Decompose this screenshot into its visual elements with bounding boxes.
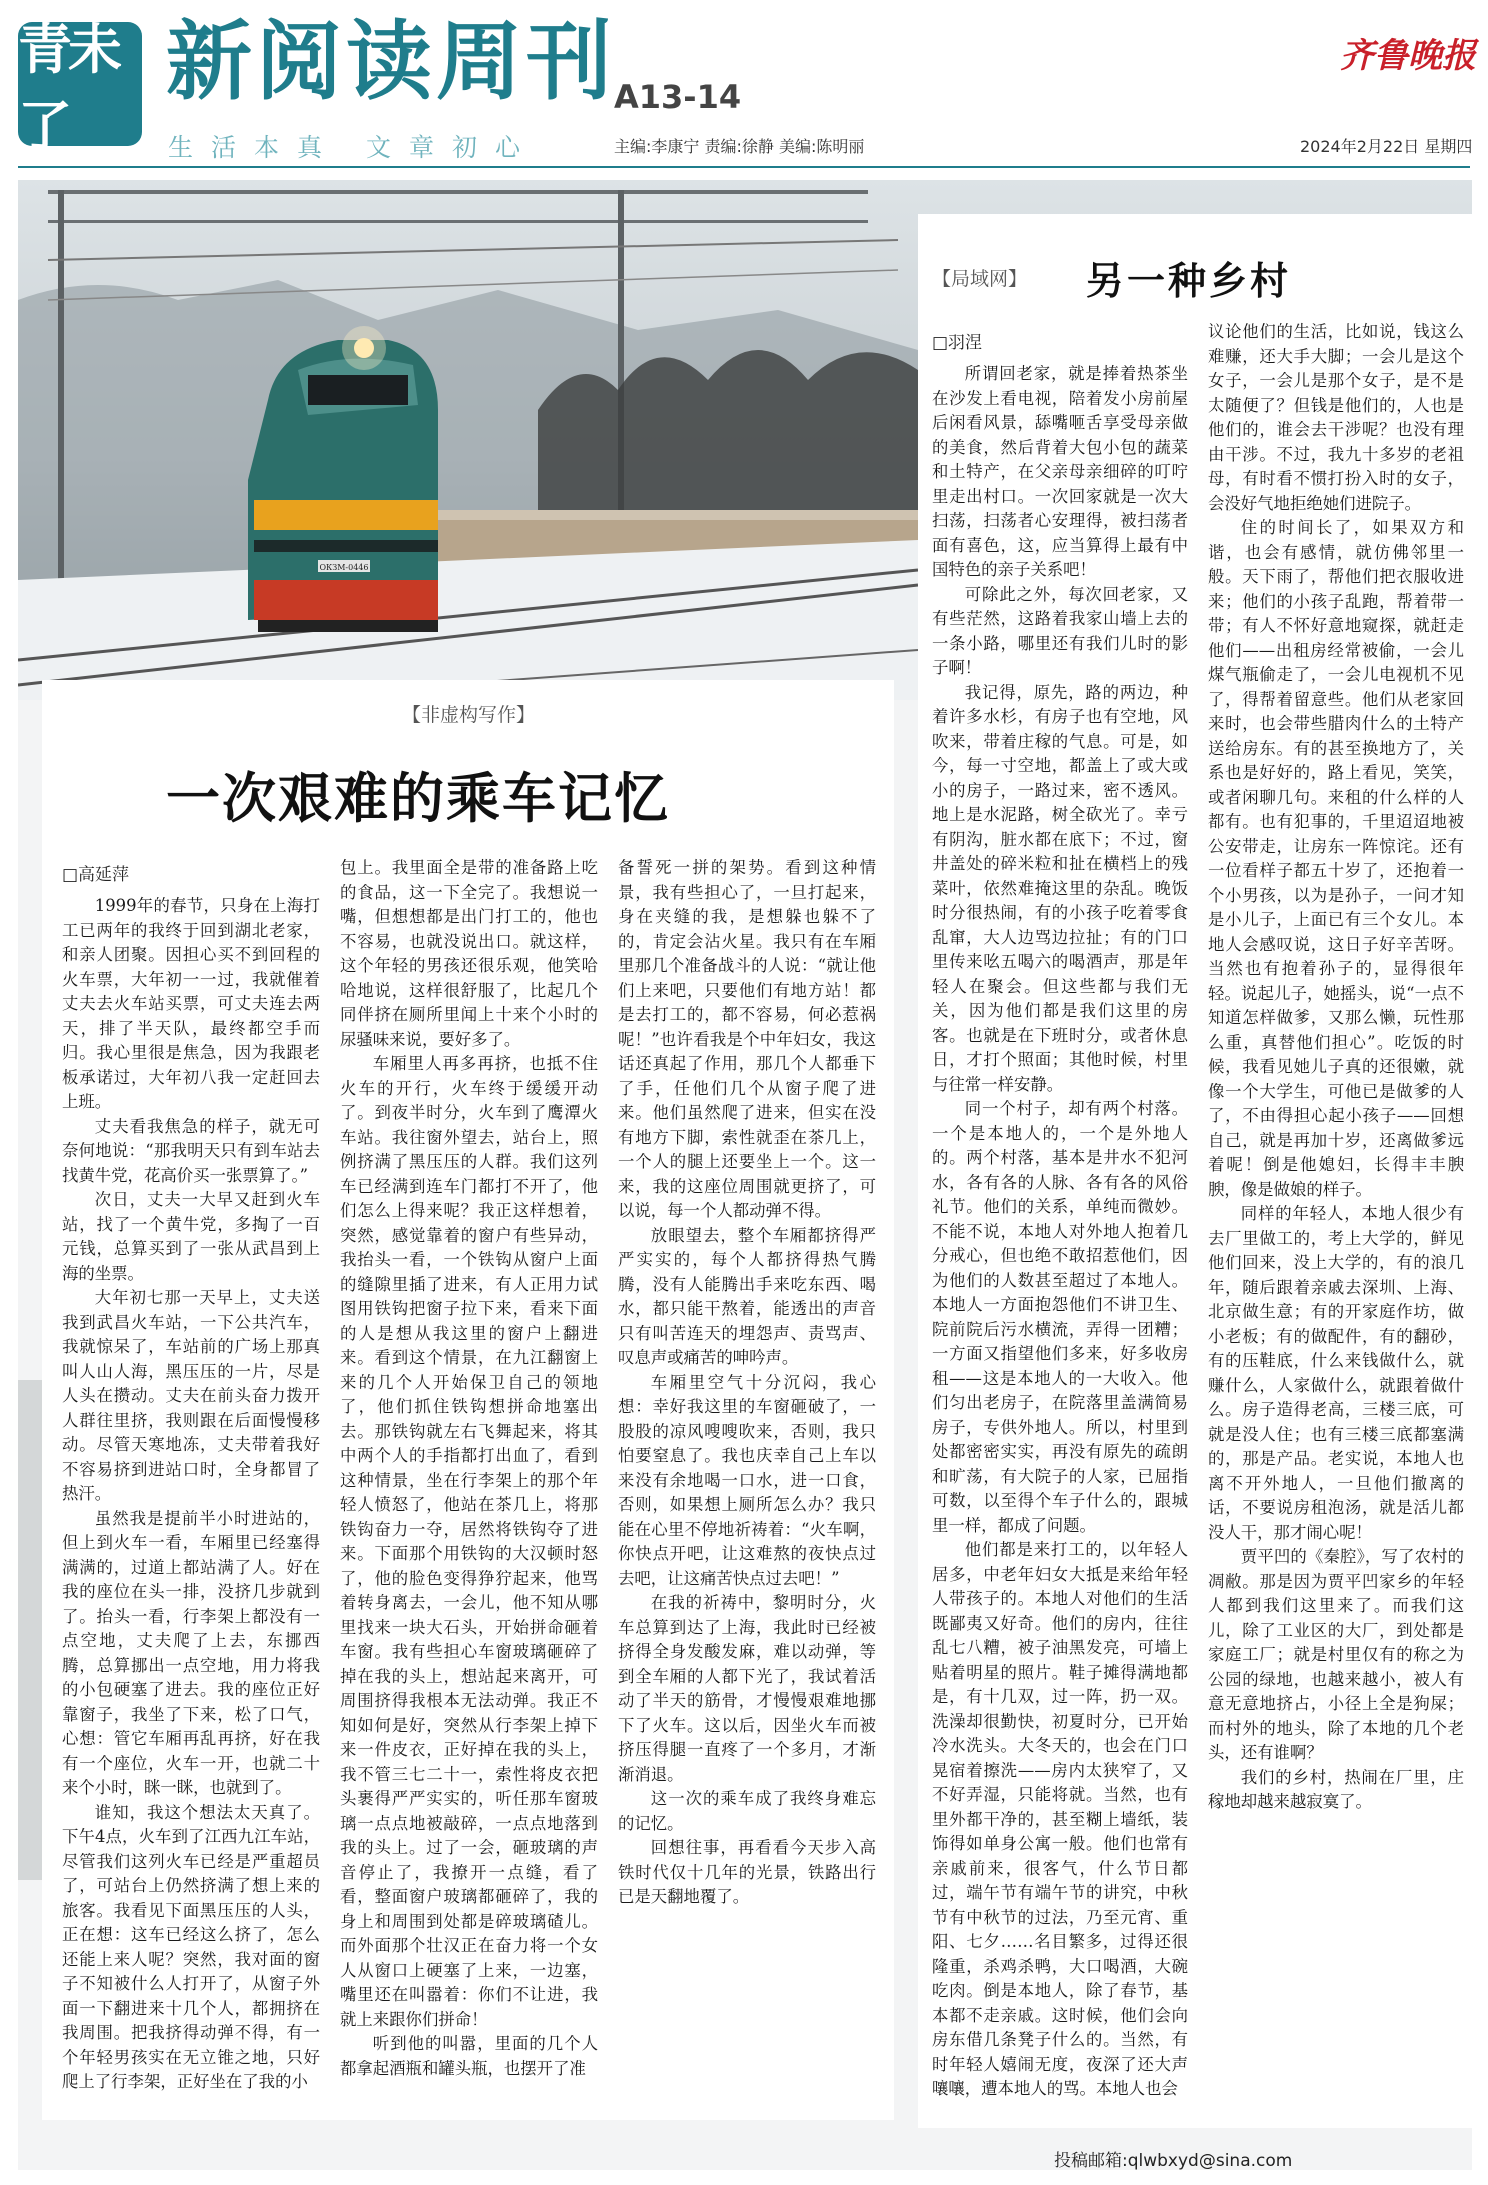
paragraph: 放眼望去，整个车厢都挤得严严实实的，每个人都挤得热气腾腾，没有人能腾出手来吃东西、喝水，都只能干熬着，能透出的声音只有叫苦连天的埋怨声、责骂声、叹息声或痛苦的呻吟声。 xyxy=(618,1225,876,1367)
text-column xyxy=(340,856,598,2104)
text-column xyxy=(62,894,320,2104)
text-column xyxy=(618,856,876,2104)
text-column xyxy=(932,362,1188,2102)
publish-date: 2024年2月22日 星期四 xyxy=(1300,137,1473,156)
locomotive-number: ОКЗМ-0446 xyxy=(319,563,369,572)
article-right xyxy=(918,214,1474,2128)
paragraph: 大年初七那一天早上，丈夫送我到武昌火车站，一下公共汽车，我就惊呆了，车站前的广场上那真叫人山人海，黑压压的一片，尽是人头在攒动。丈夫在前头奋力拨开人群往里挤，我则跟在后面慢慢移动。尽管天寒地冻，丈夫带着我好不容易挤到进站口时，全身都冒了热汗。 xyxy=(62,1288,320,1503)
paragraph: 谁知，我这个想法太天真了。下午4点，火车到了江西九江车站，尽管我们这列火车已经是严重超员了，可站台上仍然挤满了想上来的旅客。我看见下面黑压压的人头，正在想：这车已经这么挤了，怎么还能上来人呢？突然，我对面的窗子不知被什么人打开了，从窗子外面一下翻进来十几个人，都拥挤在我周围。把我挤得动弹不得，有一个年轻男孩实在无立锥之地，只好爬上了行李架，正好坐在了我的小 xyxy=(62,1802,320,2091)
article-title: 一次艰难的乘车记忆 xyxy=(166,766,670,830)
paragraph: 丈夫看我焦急的样子，就无可奈何地说：“那我明天只有到车站去找黄牛党，花高价买一张票算了。” xyxy=(62,1116,320,1185)
submission-email: 投稿邮箱:qlwbxyd@sina.com xyxy=(1054,2151,1293,2171)
paragraph: 车厢里人再多再挤，也抵不住火车的开行，火车终于缓缓开动了。到夜半时分，火车到了鹰潭火车站。我往窗外望去，站台上，照例挤满了黑压压的人群。我们这列车已经满到连车门都打不开了，他们怎么上得来呢？我正这样想着，突然，感觉靠着的窗户有些异动，我抬头一看，一个铁钩从窗户上面的缝隙里插了进来，有人正用力试图用铁钩把窗子拉下来，看来下面的人是想从我这里的窗户上翻进来。看到这个情景，在九江翻窗上来的几个人开始保卫自己的领地了，他们抓住铁钩想拼命地塞出去。那铁钩就左右飞舞起来，将其中两个人的手指都打出血了，看到这种情景，坐在行李架上的那个年轻人愤怒了，他站在茶几上，将那铁钩奋力一夺，居然将铁钩夺了进来。下面那个用铁钩的大汉顿时怒了，他的脸色变得狰狞起来，他骂着转身离去，一会儿，他不知从哪里找来一块大石头，开始拼命砸着车窗。我有些担心车窗玻璃砸碎了掉在我的头上，想站起来离开，可周围挤得我根本无法动弹。我正不知如何是好，突然从行李架上掉下来一件皮衣，正好掉在我的头上，我不管三七二十一，索性将皮衣把头裹得严严实实的，听任那车窗玻璃一点点地被敲碎，一点点地落到我的头上。过了一会，砸玻璃的声音停止了，我撩开一点缝，看了看，整面窗户玻璃都砸碎了，我的身上和周围到处都是碎玻璃碴儿。而外面那个壮汉正在奋力将一个女人从窗口上硬塞了上来，一边塞，嘴里还在叫嚣着：你们不让进，我就上来跟你们拼命！ xyxy=(340,1054,598,2029)
paragraph: 这一次的乘车成了我终身难忘的记忆。 xyxy=(618,1789,876,1833)
paper-name: 齐鲁晚报 xyxy=(1340,36,1476,76)
staff-credits: 主编:李康宁 责编:徐静 美编:陈明丽 xyxy=(614,137,865,156)
text-column xyxy=(1208,320,1464,2102)
paragraph-continued: 备誓死一拼的架势。看到这种情景，我有些担心了，一旦打起来，身在夹缝的我，是想躲也躲不了的，肯定会沾火星。我只有在车厢里那几个准备战斗的人说：“就让他们上来吧，只要他们有地方站！都是去打工的，都不容易，何必惹祸呢！”也许看我是个中年妇女，我这话还真起了作用，那几个人都垂下了手，任他们几个从窗子爬了进来。他们虽然爬了进来，但实在没有地方下脚，索性就歪在茶几上，一个人的腿上还要坐上一个。这一来，我的这座位周围就更挤了，可以说，每一个人都动弹不得。 xyxy=(618,858,876,1220)
article-author: □羽涅 xyxy=(932,333,983,353)
page-title: 新阅读周刊 xyxy=(166,12,616,112)
paragraph: 贾平凹的《秦腔》，写了农村的凋敝。那是因为贾平凹家乡的年轻人都到我们这里来了。而我们这儿，除了工业区的大厂，到处都是家庭工厂；就是村里仅有的称之为公园的绿地，也越来越小，被人有意无意地挤占，小径上全是狗屎；而村外的地头，除了本地的几个老头，还有谁啊？ xyxy=(1208,1547,1464,1762)
paragraph: 次日，丈夫一大早又赶到火车站，找了一个黄牛党，多掏了一百元钱，总算买到了一张从武昌到上海的坐票。 xyxy=(62,1190,320,1283)
logo-text: 青未了 xyxy=(18,18,118,158)
paragraph-continued: 包上。我里面全是带的准备路上吃的食品，这一下全完了。我想说一嘴，但想想都是出门打工的，他也不容易，也就没说出口。就这样，这个年轻的男孩还很乐观，他笑哈哈地说，这样很舒服了，比起几个同伴挤在厕所里闻上十来个小时的尿骚味来说，要好多了。 xyxy=(340,858,598,1049)
paragraph: 1999年的春节，只身在上海打工已两年的我终于回到湖北老家，和亲人团聚。因担心买不到回程的火车票，大年初一一过，我就催着丈夫去火车站买票，可丈夫连去两天，排了半天队，最终都空手而归。我心里很是焦急，因为我跟老板承诺过，大年初八我一定赶回去上班。 xyxy=(62,896,320,1111)
masthead-rule xyxy=(18,166,1470,168)
paragraph: 在我的祈祷中，黎明时分，火车总算到达了上海，我此时已经被挤得全身发酸发麻，难以动弹，等到全车厢的人都下光了，我试着活动了半天的筋骨，才慢慢艰难地挪下了火车。这以后，因坐火车而被挤压得腿一直疼了一个多月，才渐渐消退。 xyxy=(618,1593,876,1784)
paragraph: 同一个村子，却有两个村落。一个是本地人的，一个是外地人的。两个村落，基本是井水不犯河水，各有各的人脉、各有各的风俗礼节。他们的关系，单纯而微妙。不能不说，本地人对外地人抱着几分戒心，但也绝不敢招惹他们，因为他们的人数甚至超过了本地人。本地人一方面抱怨他们不讲卫生、院前院后污水横流，弄得一团糟；一方面又指望他们多来，好多收房租——这是本地人的一大收入。他们匀出老房子，在院落里盖满简易房子，专供外地人。所以，村里到处都密密实实，再没有原先的疏朗和旷荡，有大院子的人家，已屈指可数，以至得个车子什么的，跟城里一样，都成了问题。 xyxy=(932,1099,1188,1535)
paragraph: 车厢里空气十分沉闷，我心想：幸好我这里的车窗砸破了，一股股的凉风嗖嗖吹来，否则，我只怕要窒息了。我也庆幸自己上车以来没有余地喝一口水，进一口食，否则，如果想上厕所怎么办？我只能在心里不停地祈祷着：“火车啊，你快点开吧，让这难熬的夜快点过去吧，让这痛苦快点过去吧！” xyxy=(618,1372,876,1588)
paragraph: 我们的乡村，热闹在厂里，庄稼地却越来越寂寞了。 xyxy=(1208,1767,1464,1811)
paragraph: 住的时间长了，如果双方和谐，也会有感情，就仿佛邻里一般。天下雨了，帮他们把衣服收进来；他们的小孩子乱跑，帮着带一带；有人不怀好意地窥探，就赶走他们——出租房经常被偷，一会儿煤气瓶偷走了，一会儿电视机不见了，得帮着留意些。他们从老家回来时，也会带些腊肉什么的土特产送给房东。有的甚至换地方了，关系也是好好的，路上看见，笑笑，或者闲聊几句。来租的什么样的人都有。也有犯事的，千里迢迢地被公安带走，让房东一阵惊诧。还有一位看样子都五十岁了，还抱着一个小男孩，以为是孙子，一问才知是小儿子，上面已有三个女儿。本地人会感叹说，这日子好辛苦呀。当然也有抱着孙子的，显得很年轻。说起儿子，她摇头，说“一点不知道怎样做爹，又那么懒，玩性那么重，真替他们担心”。吃饭的时候，我看见她儿子真的还很嫩，就像一个大学生，可他已是做爹的人了，不由得担心起小孩子——回想自己，就是再加十岁，还离做爹远着呢！倒是他媳妇，长得丰丰腴腴，像是做娘的样子。 xyxy=(1208,518,1464,1199)
article-tag: 【局域网】 xyxy=(932,268,1028,290)
paragraph: 回想往事，再看看今天步入高铁时代仅十几年的光景，铁路出行已是天翻地覆了。 xyxy=(618,1838,876,1906)
slogan: 生活本真 文章初心 xyxy=(168,133,538,162)
paragraph: 他们都是来打工的，以年轻人居多，中老年妇女大抵是来给年轻人带孩子的。本地人对他们的生活既鄙夷又好奇。他们的房内，往往乱七八糟，被子油黑发亮，可墙上贴着明星的照片。鞋子摊得满地都是，有十几双，过一阵，扔一双。洗澡却很勤快，初夏时分，已开始冷水洗头。大冬天的，也会在门口晃宿着擦洗——房内太狭窄了，又不好弄湿，只能将就。当然，也有里外都干净的，甚至糊上墙纸，装饰得如单身公寓一般。他们也常有亲戚前来，很客气，什么节日都过，端午节有端午节的讲究，中秋节有中秋节的过法，乃至元宵、重阳、七夕……名目繁多，过得还很隆重，杀鸡杀鸭，大口喝酒，大碗吃肉。倒是本地人，除了春节，基本都不走亲戚。这时候，他们会向房东借几条凳子什么的。当然，有时年轻人嬉闹无度，夜深了还大声嚷嚷，遭本地人的骂。本地人也会 xyxy=(932,1540,1188,2098)
article-tag: 【非虚构写作】 xyxy=(402,704,536,726)
paragraph: 听到他的叫嚣，里面的几个人都拿起酒瓶和罐头瓶，也摆开了准 xyxy=(340,2034,598,2078)
paragraph-continued: 议论他们的生活，比如说，钱这么难赚，还大手大脚；一会儿是这个女子，一会儿是那个女子，是不是太随便了？但钱是他们的，人也是他们的，谁会去干涉呢？也没有理由干涉。不过，我九十多岁的老祖母，有时看不惯打扮入时的女子，会没好气地拒绝她们进院子。 xyxy=(1208,322,1464,513)
article-title: 另一种乡村 xyxy=(1086,258,1292,303)
paragraph: 我记得，原先，路的两边，种着许多水杉，有房子也有空地，风吹来，带着庄稼的气息。可是，如今，每一寸空地，都盖上了或大或小的房子，一路过来，密不透风。地上是水泥路，树全砍光了。幸亏有阴沟，脏水都在底下；不过，窗井盖处的碎米粒和扯在横档上的残菜叶，依然难掩这里的杂乱。晚饭时分很热闹，有的小孩子吃着零食乱窜，大人边骂边拉扯；有的门口里传来吆五喝六的喝酒声，那是年轻人在聚会。但这些都与我们无关，因为他们都是我们这里的房客。也就是在下班时分，或者休息日，才打个照面；其他时候，村里与往常一样安静。 xyxy=(932,682,1188,1094)
paragraph: 所谓回老家，就是捧着热茶坐在沙发上看电视，陪着发小房前屋后闲看风景，舔嘴咂舌享受母亲做的美食，然后背着大包小包的蔬菜和土特产，在父亲母亲细碎的叮咛里走出村口。一次回家就是一次大扫荡，扫荡者心安理得，被扫荡者面有喜色，这，应当算得上最有中国特色的亲子关系吧！ xyxy=(932,364,1188,579)
issue-number: A13-14 xyxy=(614,78,742,116)
paragraph: 可除此之外，每次回老家，又有些茫然，这路着我家山墙上去的一条小路，哪里还有我们儿时的影子啊！ xyxy=(932,584,1188,677)
paragraph: 同样的年轻人，本地人很少有去厂里做工的，考上大学的，鲜见他们回来，没上大学的，有的浪几年，随后跟着亲戚去深圳、上海、北京做生意；有的开家庭作坊，做小老板；有的做配件，有的翻砂，有的压鞋底，什么来钱做什么，就赚什么，人家做什么，就跟着做什么。房子造得老高，三楼三底，可就是没人住；也有三楼三底都塞满的，那是产品。老实说，本地人也离不开外地人，一旦他们撤离的话，不要说房租泡汤，就是活儿都没人干，那才闹心呢！ xyxy=(1208,1204,1464,1542)
logo xyxy=(18,18,142,158)
article-author: □高延萍 xyxy=(62,865,130,885)
article-left xyxy=(42,680,894,2120)
paragraph: 虽然我是提前半小时进站的，但上到火车一看，车厢里已经塞得满满的，过道上都站满了人。好在我的座位在头一排，没挤几步就到了。抬头一看，行李架上都没有一点空地，丈夫爬了上去，东挪西腾，总算挪出一点空地，用力将我的小包硬塞了进去。我的座位正好靠窗子，我坐了下来，松了口气，心想：管它车厢再乱再挤，好在我有一个座位，火车一开，也就二十来个小时，眯一眯，也就到了。 xyxy=(62,1508,320,1797)
